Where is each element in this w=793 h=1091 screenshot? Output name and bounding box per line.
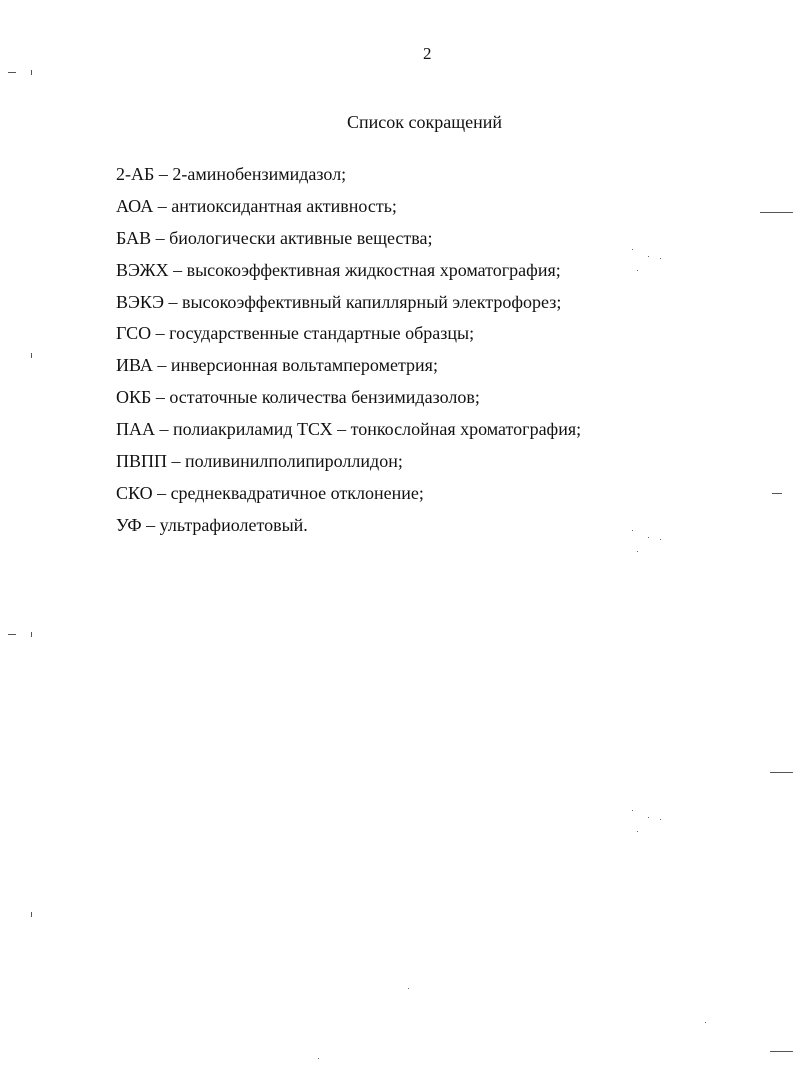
scan-artifact (760, 212, 793, 213)
list-item: УФ – ультрафиолетовый. (116, 514, 308, 535)
list-item: АОА – антиоксидантная активность; (116, 195, 397, 216)
list-item: ВЭЖХ – высокоэффективная жидкостная хроматография; (116, 259, 561, 280)
scan-artifact (660, 539, 661, 540)
list-item: ВЭКЭ – высокоэффективный капиллярный электрофорез; (116, 291, 562, 312)
scan-artifact (408, 988, 409, 989)
scan-artifact (632, 530, 633, 531)
scan-artifact (705, 1022, 706, 1023)
scan-artifact (632, 249, 633, 250)
list-item: ОКБ – остаточные количества бензимидазолов; (116, 387, 480, 408)
list-item: ПАА – полиакриламид ТСХ – тонкослойная хроматография; (116, 419, 582, 440)
page-number: 2 (423, 44, 432, 63)
scan-artifact (660, 819, 661, 820)
list-item: ИВА – инверсионная вольтамперометрия; (116, 355, 438, 376)
scan-artifact (31, 353, 32, 358)
list-item: 2-АБ – 2-аминобензимидазол; (116, 164, 347, 184)
scan-artifact (31, 70, 32, 75)
list-item: БАВ – биологически активные вещества; (116, 227, 433, 248)
list-item: СКО – среднеквадратичное отклонение; (116, 482, 424, 503)
scan-artifact (8, 634, 16, 635)
scan-artifact (31, 632, 32, 637)
scan-artifact (648, 537, 649, 538)
scan-artifact (648, 817, 649, 818)
scan-artifact (31, 912, 32, 917)
scan-artifact (637, 831, 638, 832)
scan-artifact (648, 256, 649, 257)
scan-artifact (637, 551, 638, 552)
abbreviation-list (116, 165, 581, 548)
scan-artifact (770, 772, 793, 773)
scan-artifact (770, 1051, 793, 1052)
list-item: ПВПП – поливинилполипироллидон; (116, 451, 403, 472)
scan-artifact (660, 258, 661, 259)
list-item: ГСО – государственные стандартные образцы; (116, 323, 475, 344)
scan-artifact (318, 1058, 319, 1059)
scan-artifact (8, 72, 16, 73)
scan-artifact (632, 810, 633, 811)
page-title: Список сокращений (347, 112, 502, 132)
scan-artifact (637, 270, 638, 271)
scan-artifact (772, 493, 782, 494)
